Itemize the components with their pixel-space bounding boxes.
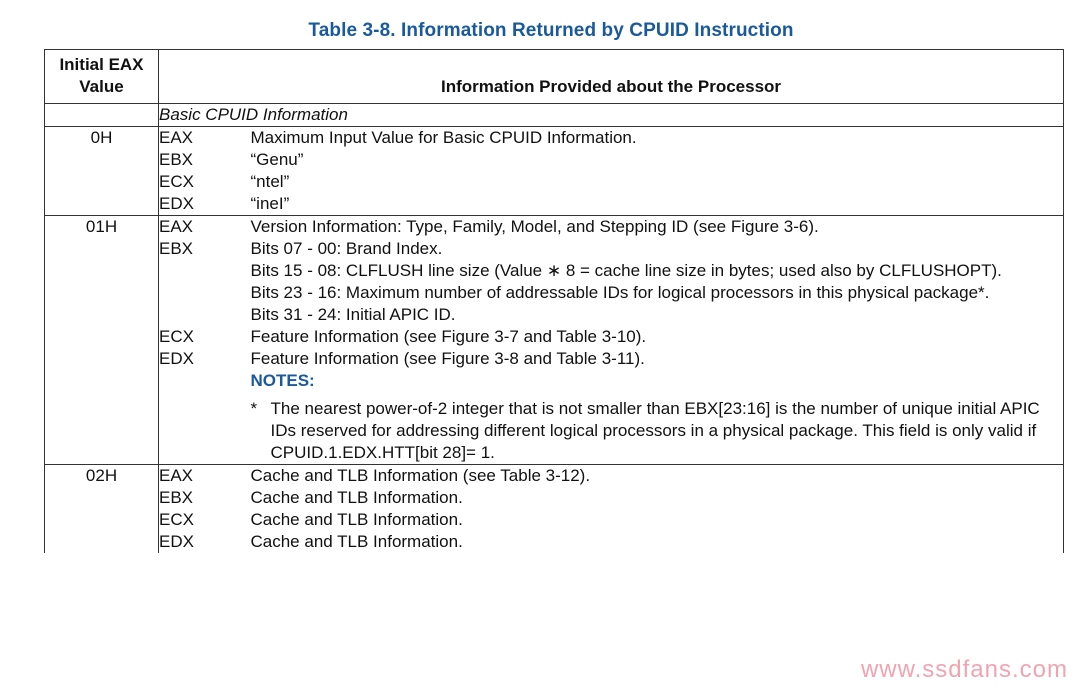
note-item xyxy=(251,398,1064,464)
initial-eax-value: 02H xyxy=(45,465,159,554)
table-title: Table 3-8. Information Returned by CPUID Instruction xyxy=(308,20,794,41)
notes-block xyxy=(251,370,1064,465)
note-text: The nearest power-of-2 integer that is not smaller than EBX[23:16] is the number of unique initial APIC IDs reserved for addressing different logical processors in a physical package. This field is only valid if CPUID.1.EDX.HTT[bit 28]= 1. xyxy=(270,399,1040,462)
register-description xyxy=(251,487,1064,509)
register-name: EBX xyxy=(159,488,194,507)
register-name: EDX xyxy=(159,194,194,213)
description-line: “Genu” xyxy=(250,150,304,169)
description-line: Cache and TLB Information. xyxy=(250,532,463,551)
notes-label: NOTES: xyxy=(250,371,315,390)
register-name: ECX xyxy=(159,510,194,529)
register-description xyxy=(251,127,1064,150)
register-name: ECX xyxy=(159,327,194,346)
register-description xyxy=(251,531,1064,553)
table-row xyxy=(45,238,1064,326)
table-row xyxy=(45,171,1064,193)
register-description xyxy=(251,149,1064,171)
register-name: EAX xyxy=(159,216,251,239)
table-row xyxy=(45,509,1064,531)
register-description xyxy=(251,171,1064,193)
table-row xyxy=(45,127,1064,150)
header-information: Information Provided about the Processor xyxy=(159,50,1064,104)
register-name: EBX xyxy=(159,239,194,258)
description-line: Version Information: Type, Family, Model, and Stepping ID (see Figure 3-6). xyxy=(250,217,819,236)
register-description xyxy=(251,509,1064,531)
register-name: EAX xyxy=(159,127,251,150)
register-name: EAX xyxy=(159,465,251,488)
table-row xyxy=(45,193,1064,216)
watermark: www.ssdfans.com xyxy=(860,656,1068,683)
table-row xyxy=(45,216,1064,239)
register-name: EBX xyxy=(159,150,194,169)
description-line: Maximum Input Value for Basic CPUID Information. xyxy=(250,128,637,147)
register-description xyxy=(251,465,1064,488)
notes-spacer xyxy=(159,370,251,465)
note-bullet: * xyxy=(250,399,258,418)
register-description xyxy=(251,193,1064,216)
description-line: Bits 15 - 08: CLFLUSH line size (Value ∗ 8 = cache line size in bytes; used also by CLFLUSHOPT). xyxy=(250,261,1002,280)
description-line: Bits 07 - 00: Brand Index. xyxy=(250,239,443,258)
register-name: ECX xyxy=(159,172,194,191)
header-initial-eax: Initial EAX Value xyxy=(45,50,159,104)
description-line: Bits 23 - 16: Maximum number of addressable IDs for logical processors in this physical package*. xyxy=(250,283,990,302)
register-name: EDX xyxy=(159,532,194,551)
register-description xyxy=(251,326,1064,348)
description-line: “ineI” xyxy=(250,194,290,213)
description-line: Cache and TLB Information (see Table 3-12). xyxy=(250,466,591,485)
table-row xyxy=(45,348,1064,370)
basic-eax-cell xyxy=(45,104,159,127)
table-row xyxy=(45,149,1064,171)
description-line: Cache and TLB Information. xyxy=(250,510,463,529)
description-line: Feature Information (see Figure 3-7 and Table 3-10). xyxy=(250,327,647,346)
register-description xyxy=(251,238,1064,326)
description-line: “ntel” xyxy=(250,172,290,191)
initial-eax-value: 01H xyxy=(45,216,159,465)
initial-eax-value: 0H xyxy=(45,127,159,216)
table-row xyxy=(45,326,1064,348)
table-header-row xyxy=(45,50,1064,104)
basic-info-row xyxy=(45,104,1064,127)
table-row xyxy=(45,487,1064,509)
register-description xyxy=(251,348,1064,370)
cpuid-table xyxy=(44,49,1064,553)
register-description xyxy=(251,216,1064,239)
table-row xyxy=(45,465,1064,488)
description-line: Feature Information (see Figure 3-8 and Table 3-11). xyxy=(250,349,645,368)
table-row xyxy=(45,531,1064,553)
basic-cpuid-label: Basic CPUID Information xyxy=(159,104,1064,127)
description-line: Bits 31 - 24: Initial APIC ID. xyxy=(250,305,456,324)
notes-row xyxy=(45,370,1064,465)
description-line: Cache and TLB Information. xyxy=(250,488,463,507)
register-name: EDX xyxy=(159,349,194,368)
